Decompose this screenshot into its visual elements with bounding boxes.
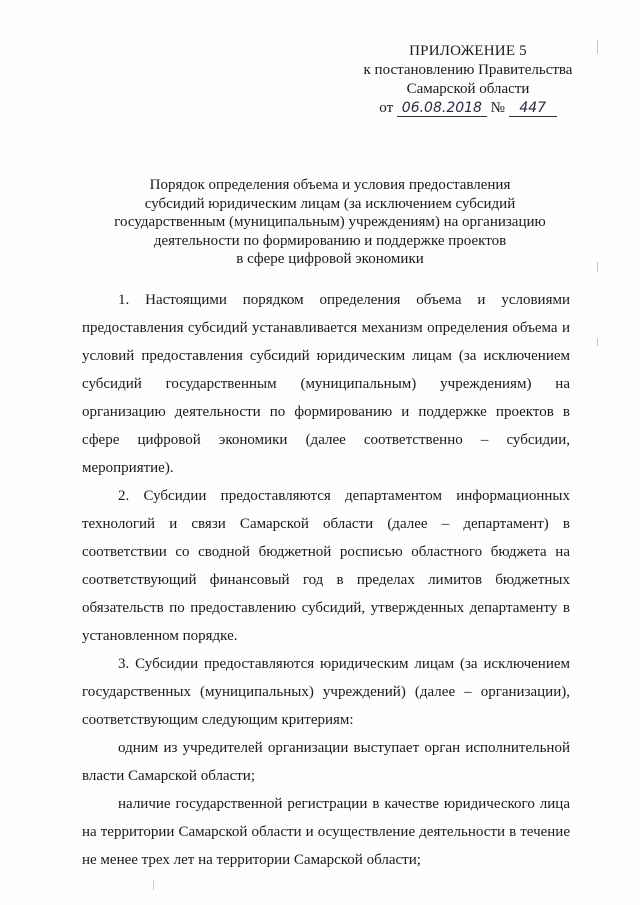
paragraph-4: одним из учредителей организации выступает орган исполнительной власти Самарской области; bbox=[82, 740, 570, 784]
appendix-region-line: Самарской области bbox=[406, 81, 530, 97]
appendix-title: ПРИЛОЖЕНИЕ 5 bbox=[409, 43, 527, 59]
paragraph-3: 3. Субсидии предоставляются юридическим лицам (за исключением государственных (муниципальных) учреждений) (далее – организации), соответствующим следующим критериям: bbox=[82, 656, 570, 728]
title-line-2: субсидий юридическим лицам (за исключением субсидий bbox=[144, 195, 516, 212]
handwritten-date: 06.08.2018 bbox=[397, 101, 487, 117]
appendix-date-number-line bbox=[348, 99, 588, 118]
document-title bbox=[80, 176, 580, 269]
date-prefix: от bbox=[379, 100, 394, 116]
title-line-4: деятельности по формированию и поддержке проектов bbox=[153, 232, 507, 249]
number-prefix: № bbox=[490, 100, 505, 116]
title-line-3: государственным (муниципальным) учреждениям) на организацию bbox=[114, 214, 546, 230]
scan-mark bbox=[597, 40, 598, 54]
document-body bbox=[82, 286, 570, 874]
paragraph-5: наличие государственной регистрации в качестве юридического лица на территории Самарской области и осуществление деятельности в течение не менее трех лет на территории Самарской области; bbox=[82, 796, 570, 868]
title-line-1: Порядок определения объема и условия предоставления bbox=[149, 177, 511, 193]
appendix-header bbox=[348, 42, 588, 118]
handwritten-number: 447 bbox=[509, 101, 557, 117]
scan-mark bbox=[153, 880, 154, 890]
paragraph-2: 2. Субсидии предоставляются департаментом информационных технологий и связи Самарской области (далее – департамент) в соответствии со сводной бюджетной росписью областного бюджета на соответствующий финансовый год в пределах лимитов бюджетных обязательств по предоставлению субсидий, утвержденных департаменту в установленном порядке. bbox=[82, 488, 570, 644]
title-line-5: в сфере цифровой экономики bbox=[236, 251, 424, 267]
scan-mark bbox=[597, 262, 598, 272]
scan-mark bbox=[597, 338, 598, 346]
appendix-resolution-line: к постановлению Правительства bbox=[363, 62, 573, 78]
paragraph-1: 1. Настоящими порядком определения объема и условиями предоставления субсидий устанавливается механизм определения объема и условий предоставления субсидий юридическим лицам (за исключением субсидий государственным (муниципальным) учреждениям) на организацию деятельности по формированию и поддержке проектов в сфере цифровой экономики (далее соответственно – субсидии, мероприятие). bbox=[82, 292, 570, 476]
